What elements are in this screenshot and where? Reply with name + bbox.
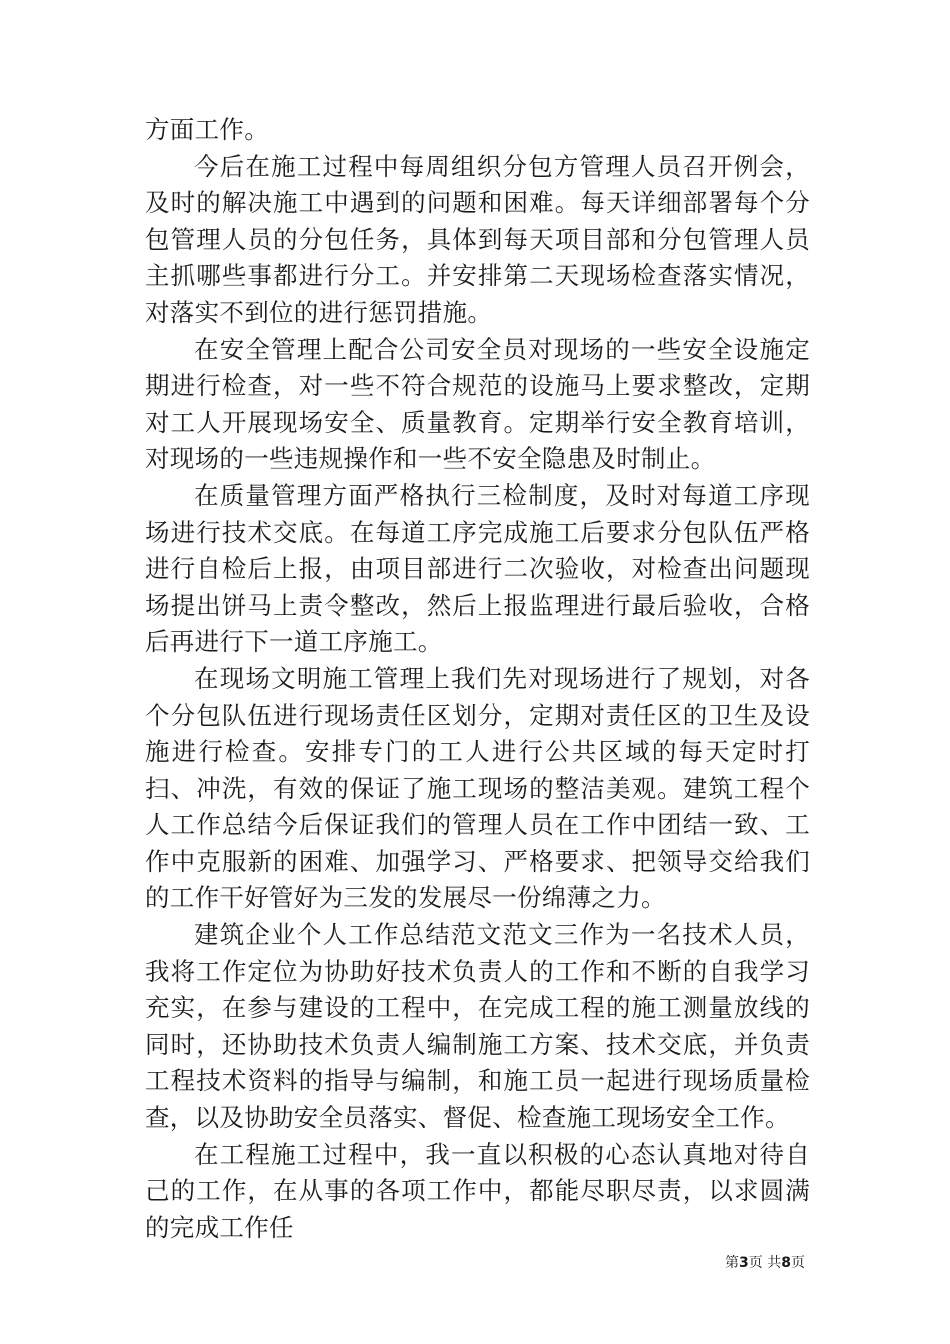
paragraph-continuation: 方面工作。: [145, 115, 269, 144]
paragraph-quality-management: 在质量管理方面严格执行三检制度，及时对每道工序现场进行技术交底。在每道工序完成施工后要求分包队伍严格进行自检后上报，由项目部进行二次验收，对检查出问题现场提出饼马上责令整改，然后上报监理进行最后验收，合格后再进行下一道工序施工。: [145, 480, 810, 657]
page-number-footer: [725, 1254, 805, 1272]
footer-middle: 页 共: [748, 1255, 782, 1271]
footer-current-page: 3: [739, 1255, 749, 1271]
paragraph-construction-attitude: 在工程施工过程中，我一直以积极的心态认真地对待自己的工作，在从事的各项工作中，都能尽职尽责，以求圆满的完成工作任: [145, 1139, 810, 1242]
paragraph-technical-staff: 建筑企业个人工作总结范文范文三作为一名技术人员，我将工作定位为协助好技术负责人的工作和不断的自我学习充实，在参与建设的工程中，在完成工程的施工测量放线的同时，还协助技术负责人编制施工方案、技术交底，并负责工程技术资料的指导与编制，和施工员一起进行现场质量检查，以及协助安全员落实、督促、检查施工现场安全工作。: [145, 920, 810, 1133]
footer-total-pages: 8: [781, 1255, 791, 1271]
footer-prefix: 第: [725, 1255, 740, 1271]
paragraph-safety-management: 在安全管理上配合公司安全员对现场的一些安全设施定期进行检查，对一些不符合规范的设施马上要求整改，定期对工人开展现场安全、质量教育。定期举行安全教育培训，对现场的一些违规操作和一些不安全隐患及时制止。: [145, 334, 810, 474]
paragraph-weekly-meetings: 今后在施工过程中每周组织分包方管理人员召开例会，及时的解决施工中遇到的问题和困难。每天详细部署每个分包管理人员的分包任务，具体到每天项目部和分包管理人员主抓哪些事都进行分工。并安排第二天现场检查落实情况，对落实不到位的进行惩罚措施。: [145, 151, 810, 327]
document-body: [145, 112, 810, 1246]
footer-suffix: 页: [791, 1255, 805, 1271]
paragraph-civilized-construction: 在现场文明施工管理上我们先对现场进行了规划，对各个分包队伍进行现场责任区划分，定期对责任区的卫生及设施进行检查。安排专门的工人进行公共区域的每天定时打扫、冲洗，有效的保证了施工现场的整洁美观。建筑工程个人工作总结今后保证我们的管理人员在工作中团结一致、工作中克服新的困难、加强学习、严格要求、把领导交给我们的工作干好管好为三发的发展尽一份绵薄之力。: [145, 663, 810, 913]
